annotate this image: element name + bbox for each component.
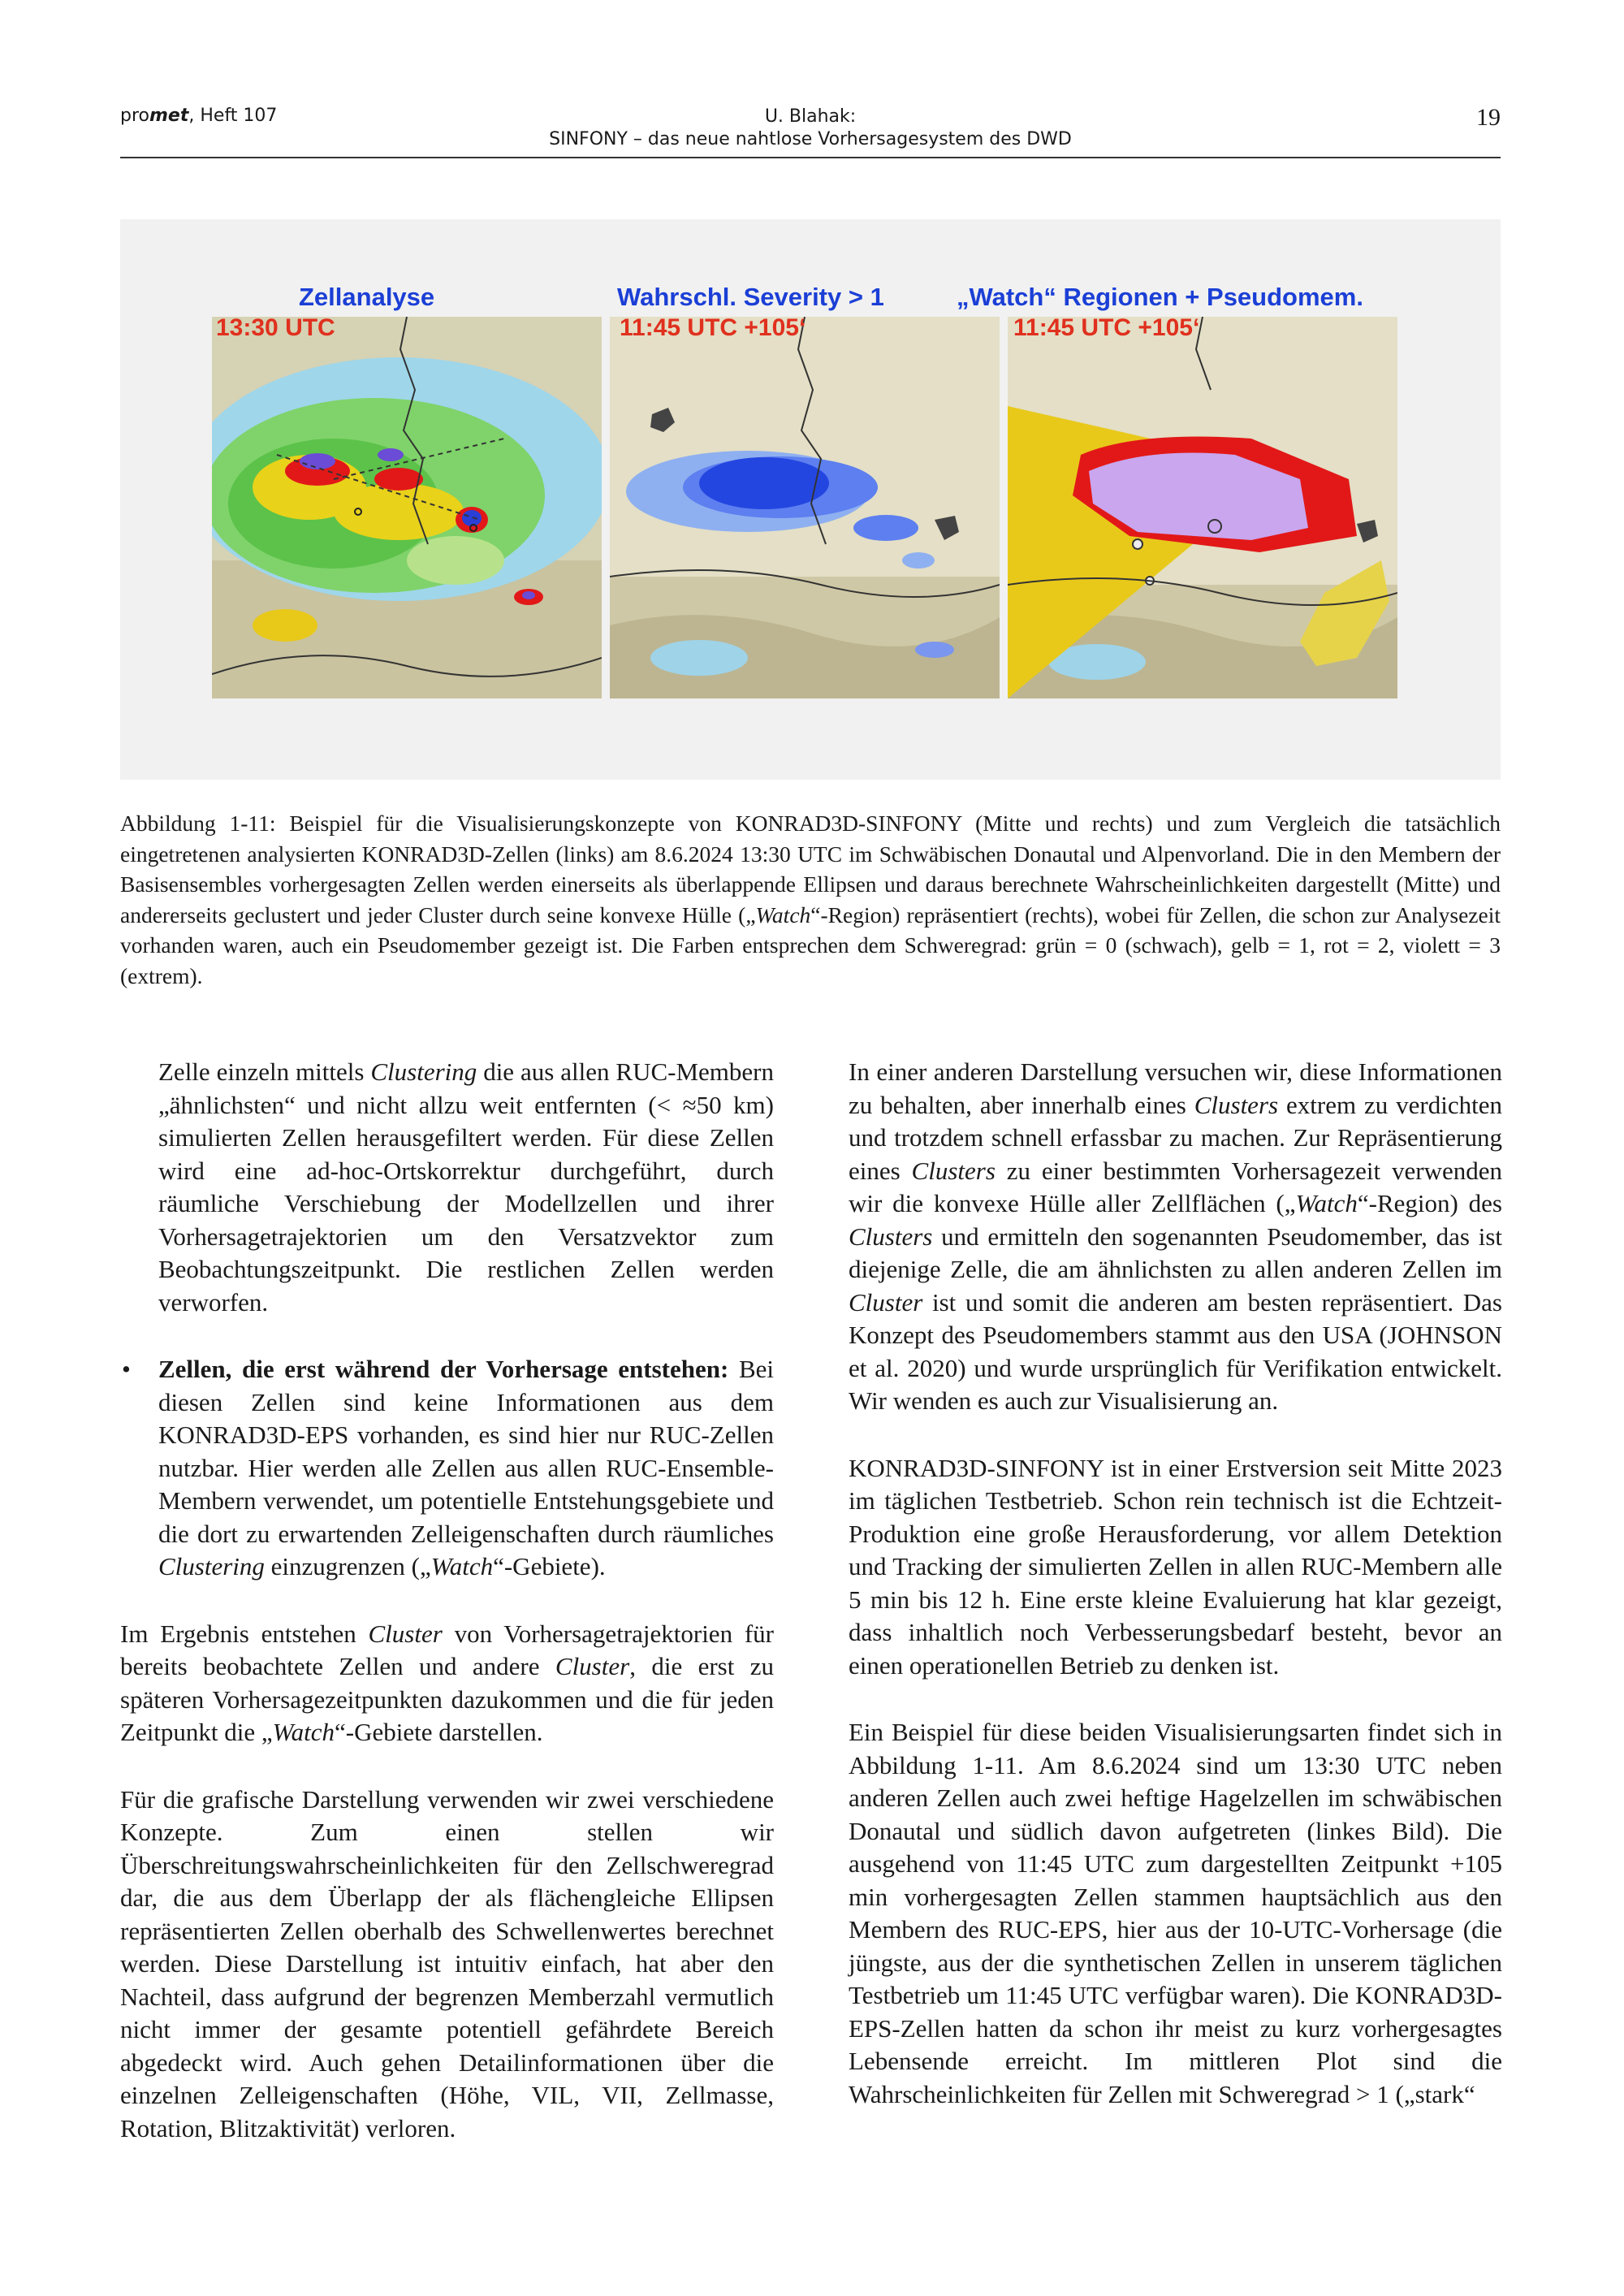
paragraph-example: Ein Beispiel für diese beiden Visualisierungsarten findet sich in Abbildung 1-11. Am 8.6.2024 sind um 13:30 UTC neben anderen Zellen auch zwei heftige Hagelzellen im schwäbischen Donautal und südlich davon aufgetreten (linkes Bild). Die ausgehend von 11:45 UTC zum dargestellten Zeitpunkt +105 min vorhergesagten Zellen stammen hauptsächlich aus den Membern des RUC-EPS, hier aus der 10-UTC-Vorhersage (die jüngste, aus der die synthetischen Zellen in unserem täglichen Testbetrieb um 11:45 UTC verfügbar waren). Die KONRAD3D-EPS-Zellen hatten da schon ihr meist zu kurz vorhergesagtes Lebensende erreicht. Im mittleren Plot sind die Wahrscheinlichkeiten für Zellen mit Schweregrad > 1 („stark“ [849, 1718, 1502, 2108]
left-column [120, 1056, 774, 2179]
map-watch-regions [1008, 317, 1397, 698]
article-title: SINFONY – das neue nahtlose Vorhersagesystem des DWD [549, 129, 1072, 149]
paragraph-pseudomember: In einer anderen Darstellung versuchen wir, diese Informationen zu behalten, aber innerhalb eines Clusters extrem zu verdichten und trotzdem schnell erfassbar zu machen. Zur Repräsentierung eines Clusters zu einer bestimmten Vorhersagezeit verwenden wir die konvexe Hülle aller Zellflächen („Watch“-Region) des Clusters und ermitteln den sogenannten Pseudomember, das ist diejenige Zelle, die am ähnlichsten zu allen anderen Zellen im Cluster ist und somit die anderen am besten repräsentiert. Das Konzept des Pseudomembers stammt aus den USA (JOHNSON et al. 2020) und wurde ursprünglich für Verifikation entwickelt. Wir wenden es auch zur Visualisierung an. [849, 1057, 1502, 1415]
map-severity-probability [610, 317, 1000, 698]
paragraph-result-clusters: Im Ergebnis entstehen Cluster von Vorhersagetrajektorien für bereits beobachtete Zellen und andere Cluster, die erst zu späteren Vorhersagezeitpunkten dazukommen und die für jeden Zeitpunkt die „Watch“-Gebiete darstellen. [120, 1619, 774, 1746]
paragraph-test-operation: KONRAD3D-SINFONY ist in einer Erstversion seit Mitte 2023 im täglichen Testbetrieb. Schon rein technisch ist die Echtzeit-Produktion eine große Herausforderung, vor allem Detektion und Tracking der simulierten Zellen in allen RUC-Membern alle 5 min bis 12 h. Eine erste kleine Evaluierung hat klar gezeigt, dass inhaltlich noch Verbesserungsbedarf besteht, bevor an einen operationellen Betrieb zu denken ist. [849, 1453, 1502, 1680]
journal-name: promet, Heft 107 [120, 106, 278, 126]
map-panel-cell-analysis [212, 317, 602, 698]
panel-title-severity-probability: Wahrschl. Severity > 1 [617, 283, 884, 311]
author: U. Blahak: [764, 106, 857, 127]
map-cell-analysis [212, 317, 602, 698]
figure-caption: Abbildung 1-11: Beispiel für die Visualisierungskonzepte von KONRAD3D-SINFONY (Mitte und rechts) und zum Vergleich die tatsächlich eingetretenen analysierten KONRAD3D-Zellen (links) am 8.6.2024 13:30 UTC im Schwäbischen Donautal und Alpenvorland. Die in den Membern der Basisensembles vorhergesagten Zellen werden einerseits als überlappende Ellipsen und daraus berechnete Wahrscheinlichkeiten dargestellt (Mitte) und andererseits geclustert und jeder Cluster durch seine konvexe Hülle („Watch“-Region) repräsentiert (rechts), wobei für Zellen, die schon zur Analysezeit vorhanden waren, auch ein Pseudomember gezeigt ist. Die Farben entsprechen dem Schweregrad: grün = 0 (schwach), gelb = 1, rot = 2, violett = 3 (extrem). [120, 811, 1501, 988]
page-header [120, 104, 1501, 153]
panel-title-cell-analysis: Zellanalyse [299, 283, 435, 311]
running-title [120, 106, 1501, 151]
paragraph-clustering-continuation: Zelle einzeln mittels Clustering die aus allen RUC-Membern „ähnlichsten“ und nicht allzu weit entfernten (< ≈50 km) simulierten Zellen herausgefiltert werden. Für diese Zellen wird eine ad-hoc-Ortskorrektur durchgeführt, durch räumliche Verschiebung der Modellzellen und ihrer Vorhersagetrajektorien um den Versatzvektor zum Beobachtungszeitpunkt. Die restlichen Zellen werden verworfen. [158, 1057, 774, 1317]
bullet-new-cells: • Zellen, die erst während der Vorhersage entstehen: Bei diesen Zellen sind keine Informationen aus dem KONRAD3D-EPS vorhanden, es sind hier nur RUC-Zellen nutzbar. Hier werden alle Zellen aus allen RUC-Ensemble-Membern verwendet, um potentielle Entstehungsgebiete und die dort zu erwartenden Zelleigenschaften durch räumliches Clustering einzugrenzen („Watch“-Gebiete). [122, 1355, 774, 1580]
paragraph-graphic-concepts: Für die grafische Darstellung verwenden wir zwei verschiedene Konzepte. Zum einen stellen wir Überschreitungswahrscheinlichkeiten für den Zellschweregrad dar, die aus dem Überlapp der als flächengleiche Ellipsen repräsentierten Zellen oberhalb des Schwellenwertes berechnet werden. Diese Darstellung ist intuitiv einfach, hat aber den Nachteil, dass aufgrund der begrenzen Memberzahl vermutlich nicht immer der gesamte potentiell gefährdete Bereich abgedeckt wird. Auch gehen Detailinformationen über die einzelnen Zelleigenschaften (Höhe, VIL, VII, Zellmasse, Rotation, Blitzaktivität) verloren. [120, 1784, 774, 2143]
right-column [849, 1056, 1502, 2145]
map-panel-watch-regions [1008, 317, 1397, 698]
header-rule [120, 157, 1501, 158]
map-panel-severity-probability [610, 317, 1000, 698]
figure-1-11 [120, 219, 1501, 780]
panel-time-watch-regions: 11:45 UTC +105‘ [1013, 314, 1200, 341]
panel-time-cell-analysis: 13:30 UTC [216, 314, 335, 341]
page-number: 19 [1476, 104, 1501, 131]
panel-time-severity-probability: 11:45 UTC +105‘ [620, 314, 806, 341]
bullet-symbol: • [122, 1355, 131, 1383]
panel-title-watch-regions: „Watch“ Regionen + Pseudomem. [957, 283, 1363, 311]
